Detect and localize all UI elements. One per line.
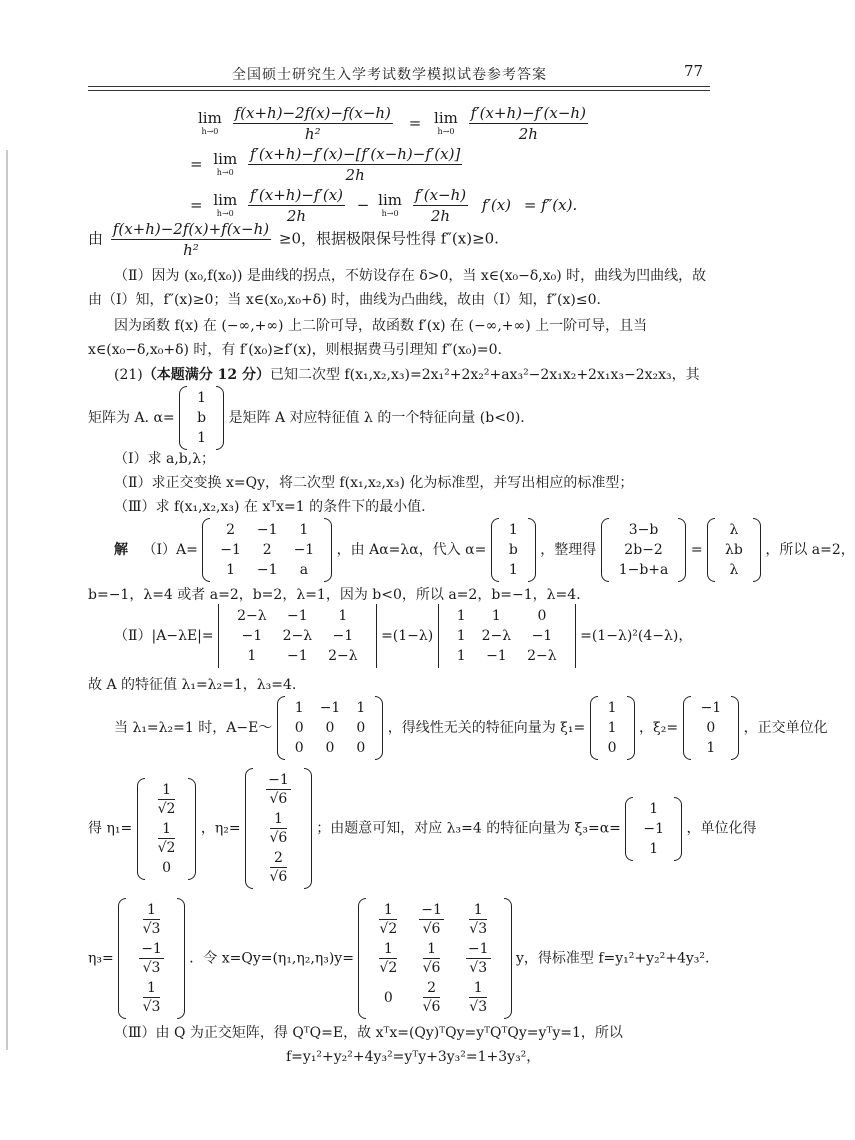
matrix-entry: 2−λ (527, 648, 557, 664)
matrix-row (189, 388, 214, 408)
matrix-entry: 1 (338, 608, 348, 624)
matrix-entry: 1 (508, 562, 518, 578)
matrix-entry: 1 (356, 700, 366, 716)
matrix-row (693, 698, 730, 718)
matrix-entry (368, 900, 408, 939)
matrix-A (202, 518, 332, 582)
matrix-fraction: $\frac{2}{√6}$ (422, 980, 441, 1015)
matrix-entry (408, 900, 455, 939)
matrix-row (189, 428, 214, 448)
matrix-fraction: $\frac{1}{√2}$ (379, 941, 398, 976)
matrix-entry (128, 939, 175, 978)
matrix-entry: 1−b+a (618, 562, 669, 578)
matrix-entry: 2 (226, 522, 236, 538)
matrix-row (635, 799, 672, 819)
matrix-entry: 0 (162, 859, 172, 876)
matrix-entry (255, 770, 302, 809)
matrix-entry: 0 (607, 740, 617, 756)
matrix-entry (455, 978, 502, 1017)
matrix-fraction: $\frac{2}{√6}$ (269, 850, 288, 885)
matrix-Q (358, 898, 511, 1019)
matrix-fraction: $\frac{1}{√3}$ (142, 902, 161, 937)
matrix-entry (408, 939, 455, 978)
matrix-entry (408, 978, 455, 1017)
matrix-entry: 1 (299, 522, 309, 538)
matrix-entry: 2−λ (237, 608, 267, 624)
xi2-vector (683, 696, 740, 760)
matrix-row (600, 738, 625, 758)
matrix-entry: 0 (325, 720, 335, 736)
matrix-row (501, 540, 526, 560)
question-21-statement: (21)（本题满分 12 分）已知二次型 f(x₁,x₂,x₃)=2x₁²+2x₂²+ax₃²−2x₁x₂+2x₁x₃−2x₂x₃，其 (114, 367, 700, 383)
matrix-entry: −1 (700, 700, 722, 716)
matrix-row (147, 858, 187, 878)
matrix-entry: 0 (294, 740, 304, 756)
limit-operator: lim h→0 (198, 109, 222, 136)
matrix-fraction: $\frac{-1}{√6}$ (268, 772, 289, 807)
question-21-part-1: （Ⅰ）求 a,b,λ； (114, 451, 216, 467)
matrix-entry (455, 939, 502, 978)
matrix-entry: 1 (197, 430, 207, 446)
question-21-matrix-line: 矩阵为 A. α= 1 b 1 是矩阵 A 对应特征值 λ 的一个特征向量 (b<0). (88, 386, 525, 450)
matrix-entry: −1 (643, 820, 665, 837)
matrix-entry: 1 (491, 608, 501, 624)
matrix-row (128, 978, 175, 1017)
matrix-entry: 1 (247, 648, 257, 664)
matrix-row (449, 626, 565, 646)
matrix-entry: 1 (649, 840, 659, 857)
header-rule (88, 86, 710, 87)
matrix-row (611, 520, 677, 540)
matrix-row (189, 408, 214, 428)
matrix-entry: 1 (456, 628, 466, 644)
matrix-row (611, 540, 677, 560)
matrix-entry: 0 (356, 720, 366, 736)
page-number: 77 (684, 62, 704, 80)
limit-equation-2: = lim h→0 $\frac{f'(x+h)-f'(x)-[f'(x-h)-f'(x)]}{2h}$ (190, 145, 461, 184)
solution-part-3-line-1: （Ⅲ）由 Q 为正交矩阵，得 QᵀQ=E，故 xᵀx=(Qy)ᵀQy=yᵀQᵀQy=yᵀy=1，所以 (114, 1025, 623, 1041)
alpha-vector-solution (491, 518, 536, 582)
matrix-entry: −1 (287, 608, 308, 624)
matrix-row (128, 900, 175, 939)
lambda-alpha-vector (707, 518, 761, 582)
paragraph-fermat-line-2: x∈(x₀−δ,x₀+δ) 时，有 f′(x₀)≥f′(x)，则根据费马引理知 f″(x₀)=0. (88, 342, 502, 358)
matrix-entry: 1 (607, 700, 617, 716)
matrix-entry (455, 900, 502, 939)
matrix-entry: 1 (706, 740, 716, 756)
matrix-row (501, 520, 526, 540)
matrix-row (287, 698, 373, 718)
paragraph-part-2-line-1: （Ⅱ）因为 (x₀,f(x₀)) 是曲线的拐点，不妨设存在 δ>0，当 x∈(x₀−δ,x₀) 时，曲线为凹曲线，故 (114, 268, 707, 284)
matrix-entry: 1 (456, 608, 466, 624)
matrix-row (449, 606, 565, 626)
matrix-fraction: $\frac{1}{√6}$ (422, 941, 441, 976)
matrix-entry: 0 (383, 989, 393, 1006)
scan-margin-mark (6, 150, 8, 1050)
matrix-row (693, 738, 730, 758)
matrix-row (255, 848, 302, 887)
matrix-fraction: $\frac{-1}{√3}$ (467, 941, 489, 976)
matrix-entry: λ (729, 522, 739, 538)
matrix-row (635, 819, 672, 839)
matrix-fraction: $\frac{1}{√3}$ (142, 980, 161, 1015)
matrix-row (368, 939, 501, 978)
matrix-entry: 0 (294, 720, 304, 736)
eta3-vector (118, 898, 185, 1019)
matrix-entry: 0 (325, 740, 335, 756)
matrix-entry: 1 (226, 562, 236, 578)
eta1-vector (137, 778, 197, 880)
matrix-entry: −1 (319, 700, 341, 716)
matrix-entry: b (508, 542, 518, 558)
matrix-entry: 2−λ (282, 628, 313, 644)
matrix-fraction: $\frac{1}{√2}$ (157, 781, 176, 817)
header-rule-thin (88, 90, 710, 91)
matrix-entry (368, 939, 408, 978)
solution-part-1: 解 （Ⅰ）A= 2 −1 1 −1 2 −1 1 −1 a ，由 Aα=λα，代入 α= 1 b 1 ，整理得 3−b 2b−2 1−b+a = λ λb λ ，所以 a=2， (114, 518, 855, 582)
question-21-part-3: （Ⅲ）求 f(x₁,x₂,x₃) 在 xᵀx=1 的条件下的最小值. (114, 499, 426, 515)
matrix-row (717, 560, 751, 580)
matrix-entry: −1 (332, 628, 354, 644)
matrix-entry: −1 (531, 628, 553, 644)
matrix-row (255, 809, 302, 848)
matrix-entry (255, 809, 302, 848)
matrix-entry: −1 (220, 542, 241, 558)
matrix-entry: 1 (197, 390, 207, 406)
orthogonal-transform-line: η₃= $\frac{1}{√3}$ $\frac{-1}{√3}$ $\frac{1}{√3}$ ．令 x=Qy=(η₁,η₂,η₃)y= $\frac{1}{√2}$ $\frac{-1}{√6}$ $\frac{1}{√3}$ $\frac{1}{√2}$ $\frac{1}{√6}$ $\frac{-1}{√3}$ 0 $\frac{2}{√6}$ $\frac{1}{√3}$ y，得标准型 f=y₁²+y₂²+4y₃². (88, 898, 709, 1019)
matrix-entry: λb (725, 542, 743, 558)
eta2-vector (245, 768, 312, 889)
matrix-row (368, 978, 501, 1017)
limit-equation-3: = lim h→0 $\frac{f'(x+h)-f'(x)}{2h}$ − lim h→0 $\frac{f'(x-h)}{2h}$ f′(x) = f″(x). (190, 186, 578, 225)
matrix-row (229, 646, 366, 666)
matrix-fraction: $\frac{1}{√3}$ (469, 980, 488, 1015)
matrix-entry: 2−λ (481, 628, 512, 644)
xi1-vector (590, 696, 635, 760)
matrix-entry (255, 848, 302, 887)
matrix-entry: 2b−2 (624, 542, 663, 558)
matrix-entry: λ (729, 562, 739, 578)
matrix-entry: 2 (262, 542, 272, 558)
matrix-entry (147, 819, 187, 858)
matrix-row (212, 520, 322, 540)
matrix-row (229, 606, 366, 626)
matrix-entry: 1 (607, 720, 617, 736)
matrix-entry: 1 (649, 800, 659, 817)
question-21-part-2: （Ⅱ）求正交变换 x=Qy，将二次型 f(x₁,x₂,x₃) 化为标准型，并写出相应的标准型； (114, 475, 634, 491)
matrix-fraction: $\frac{1}{√2}$ (379, 902, 398, 937)
determinant-1 (218, 604, 377, 668)
matrix-entry: −1 (293, 542, 315, 558)
matrix-entry: −1 (256, 522, 278, 538)
matrix-row (229, 626, 366, 646)
matrix-fraction: $\frac{-1}{√3}$ (141, 941, 162, 976)
sign-preservation-line: 由 $\frac{f(x+h)-2f(x)+f(x-h)}{\text{h²}}$ ≥0，根据极限保号性得 f″(x)≥0. (88, 220, 499, 259)
matrix-row (255, 770, 302, 809)
matrix-row (449, 646, 565, 666)
matrix-row (147, 819, 187, 858)
orthonormal-vectors-line: 得 η₁= $\frac{1}{√2}$ $\frac{1}{√2}$ 0 ，η₂= $\frac{-1}{√6}$ $\frac{1}{√6}$ $\frac{2}{√6}$ ；由题意可知，对应 λ₃=4 的特征向量为 ξ₃=α= 1 −1 1 ，单位化得 (88, 768, 756, 889)
solution-part-1-result: b=−1，λ=4 或者 a=2，b=2，λ=1，因为 b<0，所以 a=2，b=−1，λ=4. (88, 587, 581, 603)
matrix-fraction: $\frac{-1}{√6}$ (421, 902, 442, 937)
matrix-entry: 1 (508, 522, 518, 538)
matrix-entry: 1 (294, 700, 304, 716)
matrix-entry: 0 (706, 720, 716, 736)
matrix-entry: 3−b (628, 522, 659, 538)
matrix-row (501, 560, 526, 580)
matrix-row (611, 560, 677, 580)
matrix-entry: −1 (256, 562, 278, 578)
matrix-entry: 2−λ (328, 648, 358, 664)
matrix-fraction: $\frac{1}{√2}$ (157, 820, 176, 856)
matrix-row (717, 520, 751, 540)
determinant-2 (438, 604, 576, 668)
matrix-row (287, 738, 373, 758)
eigenvalues-line: 故 A 的特征值 λ₁=λ₂=1，λ₃=4. (88, 677, 297, 693)
matrix-fraction: $\frac{1}{√6}$ (269, 811, 288, 846)
matrix-row (287, 718, 373, 738)
solution-part-3-line-2: f=y₁²+y₂²+4y₃²=yᵀy+3y₃²=1+3y₃²， (286, 1049, 541, 1065)
matrix-entry: a (299, 562, 309, 578)
matrix-entry: −1 (287, 648, 308, 664)
matrix-row (128, 939, 175, 978)
matrix-fraction: $\frac{1}{√3}$ (469, 902, 488, 937)
matrix-entry: 0 (537, 608, 547, 624)
matrix-entry (128, 900, 175, 939)
matrix-row (147, 780, 187, 819)
paragraph-fermat-line-1: 因为函数 f(x) 在 (−∞,+∞) 上二阶可导，故函数 f′(x) 在 (−∞,+∞) 上一阶可导，且当 (114, 318, 648, 334)
limit-equation-1: lim h→0 $\frac{f(x+h)-2f(x)-f(x-h)}{\text{h²}}$ = lim h→0 $\frac{f'(x+h)-f'(x-h)}{2h}$ (198, 104, 586, 143)
solution-part-2-determinant: （Ⅱ）|A−λE|= 2−λ −1 1 −1 2−λ −1 1 −1 2−λ =(1−λ) 1 1 0 1 2−λ −1 1 −1 2−λ =(1−λ)²(4−λ)， (114, 604, 692, 668)
matrix-row (600, 718, 625, 738)
eigenvectors-line: 当 λ₁=λ₂=1 时，A−E～ 1 −1 1 0 0 0 0 0 0 ，得线性无关的特征向量为 ξ₁= 1 1 0 ，ξ₂= −1 0 1 ，正交单位化 (114, 696, 828, 760)
matrix-row (600, 698, 625, 718)
matrix-A-minus-E (277, 696, 383, 760)
matrix-entry (147, 780, 187, 819)
matrix-row (212, 540, 322, 560)
matrix-entry (128, 978, 175, 1017)
alpha-vector (179, 386, 224, 450)
matrix-row (693, 718, 730, 738)
running-header: 全国硕士研究生入学考试数学模拟试卷参考答案 (232, 67, 547, 83)
matrix-entry: −1 (486, 648, 507, 664)
matrix-entry: −1 (241, 628, 263, 644)
A-alpha-vector (601, 518, 687, 582)
matrix-entry: 0 (356, 740, 366, 756)
xi3-vector (625, 797, 682, 861)
matrix-row (368, 900, 501, 939)
matrix-row (635, 839, 672, 859)
matrix-entry: 1 (456, 648, 466, 664)
matrix-entry: b (197, 410, 207, 426)
paragraph-part-2-line-2: 由（Ⅰ）知，f″(x)≥0；当 x∈(x₀,x₀+δ) 时，曲线为凸曲线，故由（Ⅰ）知，f″(x)≤0. (88, 292, 601, 308)
matrix-row (212, 560, 322, 580)
matrix-row (717, 540, 751, 560)
